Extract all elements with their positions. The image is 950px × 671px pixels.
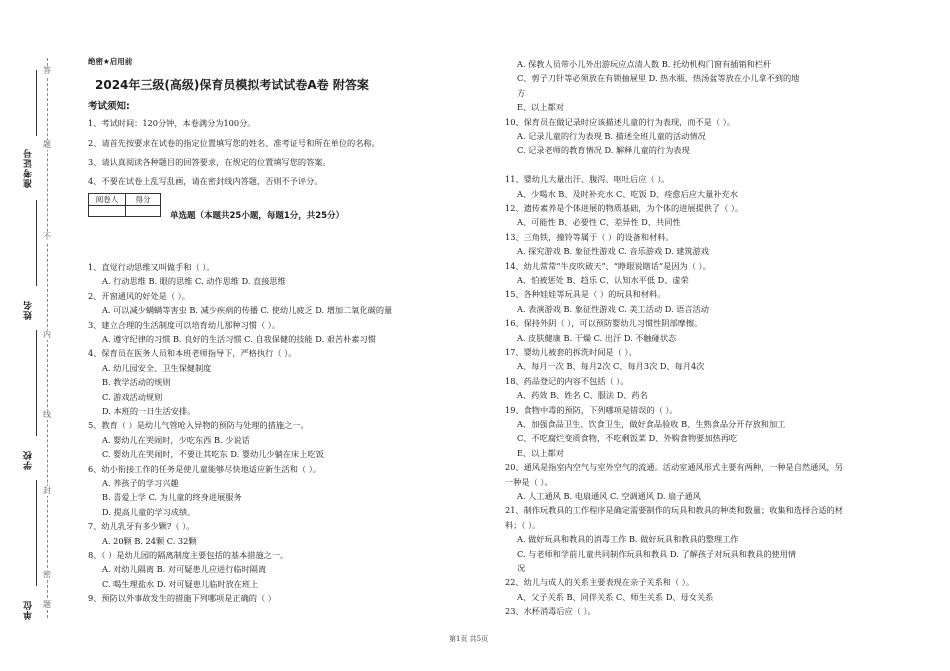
question-text: 8、（ ）是幼儿园的隔离制度主要包括的基本措施之一。 xyxy=(88,550,289,560)
answer-option: E、以上都对 xyxy=(517,447,564,458)
answer-option: C. 游戏活动规则 xyxy=(102,391,163,402)
question-text: 14、幼儿常常“牛皮吹破天”、“睁眼说瞎话”是因为（ ）。 xyxy=(505,260,711,271)
answer-option: D. 本班的一日生活安排。 xyxy=(102,406,196,416)
school-label: 学校 xyxy=(24,450,34,470)
answer-option: A. 养孩子的学习兴趣 xyxy=(102,478,179,488)
page-footer: 第1页 共5页 xyxy=(449,635,489,643)
answer-option: 况 xyxy=(517,563,526,573)
notice-item: 1、考试时间：120分钟，本卷满分为100分。 xyxy=(88,118,256,128)
answer-option: A. 可以减少螨螨等害虫 B. 减少疾病的传播 C. 使幼儿疲乏 D. 增加二氧化碳的量 xyxy=(102,305,393,316)
answer-option: C、不吃腐烂变质食物，不吃剩饭菜 D、外购食物要加热再吃 xyxy=(517,433,738,444)
question-text: 23、水杯消毒后应（ ）。 xyxy=(505,606,596,617)
answer-option: A、少喝水 B、及时补充水 C、吃饭 D、痊愈后应大量补充水 xyxy=(517,188,738,199)
question-text: 7、幼儿乳牙有多少颗?（ ）。 xyxy=(88,521,195,532)
question-text: 18、药品登记的内容不包括（ ）。 xyxy=(505,375,629,386)
answer-option: A. 表演游戏 B. 象征性游戏 C. 美工活动 D. 语言活动 xyxy=(517,303,709,314)
question-text: 13、三角铁，撞铃等属于（ ）的设备和材料。 xyxy=(505,231,674,242)
answer-option: A. 保教人员带小儿外出游玩应点清人数 B. 托幼机构门窗有插销和栏杆 xyxy=(517,59,772,69)
answer-option: A. 幼儿园安全、卫生保健制度 xyxy=(102,362,212,373)
question-text: 10、保育员在做记录时应该描述儿童的行为表现，而不是（ ）。 xyxy=(505,116,735,127)
score-table xyxy=(88,193,161,217)
question-text: 16、保持外阴（ ），可以预防婴幼儿习惯性阴部摩擦。 xyxy=(505,318,703,329)
question-text: 22、幼儿与成人的关系主要表现在亲子关系和（ ）。 xyxy=(505,577,695,588)
seal-char: 封 xyxy=(43,486,51,495)
answer-option: A、药效 B、姓名 C、服法 D、药名 xyxy=(517,390,648,401)
question-text: 6、幼小衔接工作的任务是使儿童能够尽快地适应新生活和（ ）。 xyxy=(88,463,321,474)
exam-number-label: 准考证号 xyxy=(24,148,34,188)
question-text: 5、教育（ ）是幼儿气管呛入异物的预防与处理的措施之一。 xyxy=(88,420,309,431)
answer-option: A、怕被惩处 B、趋乐 C、认知水平低 D、虚荣 xyxy=(517,275,689,285)
question-text: 3、建立合理的生活制度可以培育幼儿那种习惯（ ）。 xyxy=(88,319,281,330)
notice-item: 4、不要在试卷上乱写乱画，请在密封线内答题，否则不予评分。 xyxy=(88,176,323,186)
unit-line xyxy=(36,480,37,586)
answer-option: C. 与老师和学前儿童共同制作玩具和教具 D. 了解孩子对玩具和教具的使用情 xyxy=(517,548,797,559)
score-cell[interactable] xyxy=(126,206,161,217)
answer-option: A. 探究游戏 B. 象征性游戏 C. 音乐游戏 D. 建筑游戏 xyxy=(517,246,709,257)
answer-option: A、父子关系 B、同伴关系 C、师生关系 D、母女关系 xyxy=(517,591,714,602)
seal-char: 内 xyxy=(43,330,51,339)
question-text: 21、制作玩教具的工作程序是确定需要制作的玩具和教具的种类和数量；收集和选择合适的材 xyxy=(505,505,843,516)
notice-item: 3、请认真阅读各种题目的回答要求，在规定的位置填写您的答案。 xyxy=(88,157,331,167)
unit-label: 单位 xyxy=(24,600,34,620)
answer-option: C. 喝生理盐水 D. 对可疑患儿临时放在班上 xyxy=(102,578,259,589)
answer-option: A、可能性 B、必要性 C、差异性 D、共同性 xyxy=(517,217,681,228)
answer-option: A. 记录儿童的行为表现 B. 描述全班儿童的活动情况 xyxy=(517,131,706,141)
answer-option: 方 xyxy=(517,87,526,98)
grader-header: 阅卷人 xyxy=(89,194,126,206)
question-text: 20、通风是指室内空气与室外空气的流通。活动室通风形式主要有两种，一种是自然通风，另 xyxy=(505,462,843,473)
school-line xyxy=(36,330,37,436)
answer-option: D. 提高儿童的学习成绩。 xyxy=(102,506,196,517)
question-text: 11、婴幼儿大量出汗、腹泻、呕吐后应（ ）。 xyxy=(505,174,670,185)
seal-char: 题 xyxy=(43,600,51,609)
name-line xyxy=(36,200,37,286)
answer-option: A. 遵守纪律的习惯 B. 良好的生活习惯 C. 自我保健的技能 D. 艰苦朴素习惯 xyxy=(102,334,376,344)
answer-option: B. 教学活动的规则 xyxy=(102,377,171,388)
answer-option: A. 婴幼儿在哭闹时，少吃东西 B. 少说话 xyxy=(102,434,250,445)
confidential-mark: 绝密★启用前 xyxy=(88,57,133,66)
answer-option: E、以上都对 xyxy=(517,102,564,113)
answer-option: A. 皮肤健康 B. 干燥 C. 出汗 D. 不触碰状态 xyxy=(517,332,677,343)
answer-option: A. 对幼儿隔离 B. 对可疑患儿应进行临时隔离 xyxy=(102,564,267,575)
question-text: 19、食物中毒的预防，下列哪项是错误的（ ）。 xyxy=(505,404,678,415)
seal-char: 答 xyxy=(43,66,51,75)
notice-heading: 考试须知: xyxy=(88,101,130,112)
question-text: 一种是（ ）。 xyxy=(505,476,553,487)
question-text: 15、各种娃娃等玩具是（ ）的玩具和材料。 xyxy=(505,289,666,300)
exam-title: 2024年三级(高级)保育员模拟考试试卷A卷 附答案 xyxy=(95,78,369,92)
answer-option: A. 人工通风 B. 电扇通风 C. 空调通风 D. 扇子通风 xyxy=(517,491,701,501)
question-text: 1、直觉行动思维又叫做手和（ ）。 xyxy=(88,262,215,272)
question-text: 4、保育员在医务人员和本班老师指导下，严格执行（ ）。 xyxy=(88,348,297,359)
answer-option: A. 行动思维 B. 眼的思维 C. 动作思维 D. 直接思维 xyxy=(102,276,286,287)
seal-char: 不 xyxy=(43,232,51,241)
answer-option: A. 20颗 B. 24颗 C. 32颗 xyxy=(102,535,197,546)
exam-number-line xyxy=(36,70,37,136)
question-text: 17、婴幼儿被套的拆洗时间是（ ）。 xyxy=(505,347,637,357)
answer-option: C. 婴幼儿在哭闹时，不要让其吃东 D. 婴幼儿少躺在床上吃饭 xyxy=(102,449,324,460)
answer-option: A、加强食品卫生、饮食卫生，做好食品验收 B、生熟食品分开存放和加工 xyxy=(517,419,786,429)
question-text: 9、预防以外事故发生的措施下列哪项是正确的（ ） xyxy=(88,593,276,604)
seal-char: 密 xyxy=(43,570,51,579)
answer-option: B. 喜爱上学 C. 为儿童的终身进展服务 xyxy=(102,492,242,503)
answer-option: C、剪子刀针等必须放在有锁抽屉里 D. 热水瓶、热汤盆等放在小儿拿不到的地 xyxy=(517,73,800,84)
name-label: 姓名 xyxy=(24,300,34,320)
score-header: 得分 xyxy=(126,194,161,206)
notice-item: 2、请首先按要求在试卷的指定位置填写您的姓名、准考证号和所在单位的名称。 xyxy=(88,138,380,148)
section-heading: 单选题（本题共25小题，每题1分，共25分） xyxy=(170,211,345,221)
question-text: 12、遗传素养是个体进展的物质基础，为个体的进展提供了（ ）。 xyxy=(505,203,744,213)
seal-char: 线 xyxy=(43,410,51,419)
grader-cell[interactable] xyxy=(89,206,126,217)
answer-option: A、每月一次 B、每月2次 C、每月3次 D、每月4次 xyxy=(517,361,705,372)
question-text: 料；（ ）。 xyxy=(505,519,541,530)
seal-char: 题 xyxy=(43,140,51,149)
answer-option: C. 记录老师的教育情况 D. 解释儿童的行为表现 xyxy=(517,145,690,156)
question-text: 2、开窗通风的好处是（ ）。 xyxy=(88,290,190,301)
answer-option: A. 做好玩具和教具的消毒工作 B. 做好玩具和教具的整理工作 xyxy=(517,534,739,545)
